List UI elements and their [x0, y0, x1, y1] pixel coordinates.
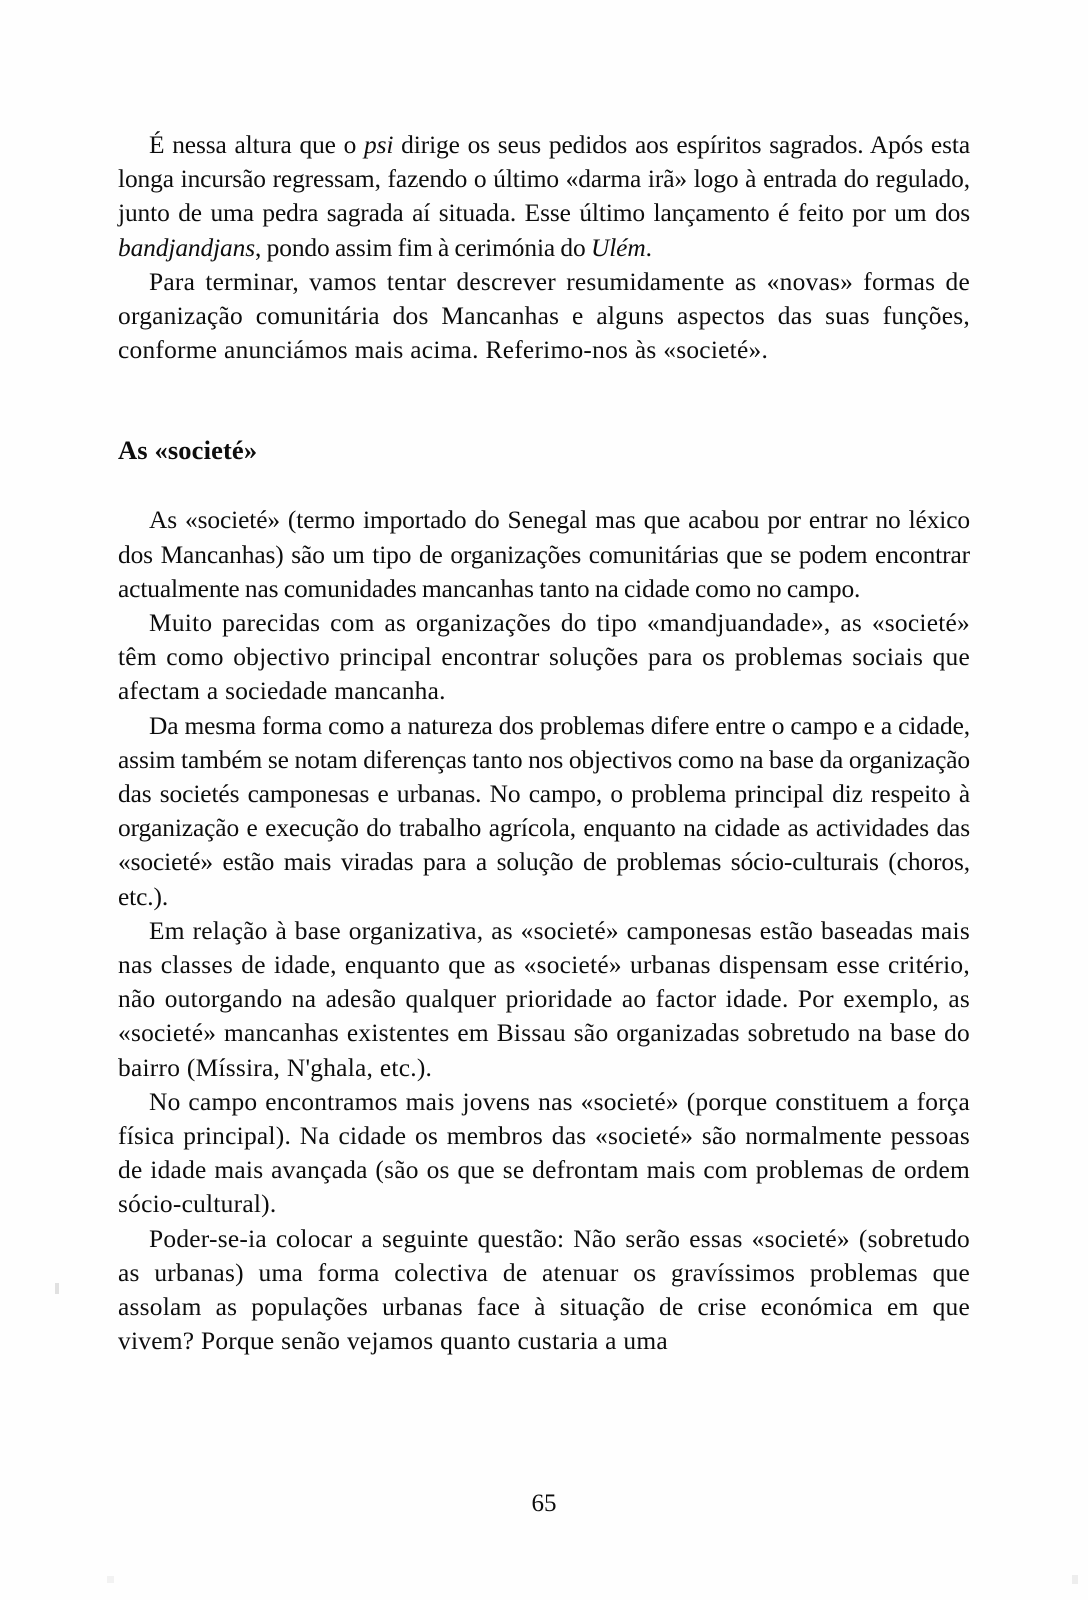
scan-artifact-left-margin: [55, 1283, 59, 1294]
text-column: [118, 128, 970, 1359]
page-number: 65: [531, 1490, 557, 1517]
paragraph-para-terminar: Para terminar, vamos tentar descrever resumidamente as «novas» formas de organização comunitária dos Mancanhas e alguns aspectos das suas funções, conforme anunciámos mais acima. Referimo-nos às «societé».: [118, 267, 970, 365]
heading-spacer-bottom: [118, 467, 970, 503]
italic-term-ulem: Ulém: [590, 233, 646, 262]
paragraph-psi: É nessa altura que o psi dirige os seus pedidos aos espíritos sagrados. Após esta longa incursão regressam, fazendo o último «darma irã» logo à entrada do regulado, junto de uma pedra sagrada aí situada. Esse último lançamento é feito por um dos bandjandjans, pondo assim fim à cerimónia do Ulém.: [118, 131, 970, 262]
paragraph-base-organizativa: Em relação à base organizativa, as «societé» camponesas estão baseadas mais nas classes de idade, enquanto que as «societé» urbanas dispensam esse critério, não outorgando na adesão qualquer prioridade ao factor idade. Por exemplo, as «societé» mancanhas existentes em Bissau são organizadas sobretudo na base do bairro (Míssira, N'ghala, etc.).: [118, 916, 970, 1082]
scan-artifact-bottom-left: [107, 1576, 114, 1583]
italic-term-bandjandjans: bandjandjans: [118, 233, 256, 262]
paragraph-mandjuandade: Muito parecidas com as organizações do tipo «mandjuandade», as «societé» têm como objectivo principal encontrar soluções para os problemas sociais que afectam a sociedade mancanha.: [118, 609, 970, 706]
paragraph-da-mesma-forma: Da mesma forma como a natureza dos problemas difere entre o campo e a cidade, assim também se notam diferenças tanto nos objectivos como na base da organização das societés camponesas e urbanas. No campo, o problema principal diz respeito à organização e execução do trabalho agrícola, enquanto na cidade as actividades das «societé» estão mais viradas para a solução de problemas sócio-culturais (choros, etc.).: [118, 711, 970, 911]
paragraph-poder-se-ia: Poder-se-ia colocar a seguinte questão: Não serão essas «societé» (sobretudo as urbanas) uma forma colectiva de atenuar os gravíssimos problemas que assolam as populações urbanas face à situação de crise económica em que vivem? Porque senão vejamos quanto custaria a uma: [118, 1224, 970, 1356]
section-heading: As «societé»: [118, 435, 258, 466]
heading-spacer-top: [118, 367, 970, 433]
paragraph-no-campo: No campo encontramos mais jovens nas «societé» (porque constituem a força física principal). Na cidade os membros das «societé» são normalmente pessoas de idade mais avançada (são os que se defrontam mais com problemas de ordem sócio-cultural).: [118, 1087, 970, 1219]
scan-artifact-bottom-right: [1072, 1575, 1078, 1584]
italic-term-psi: psi: [364, 131, 394, 159]
paragraph-termo-importado: As «societé» (termo importado do Senegal mas que acabou por entrar no léxico dos Mancanhas) são um tipo de organizações comunitárias que se podem encontrar actualmente nas comunidades mancanhas tanto na cidade como no campo.: [118, 506, 970, 603]
